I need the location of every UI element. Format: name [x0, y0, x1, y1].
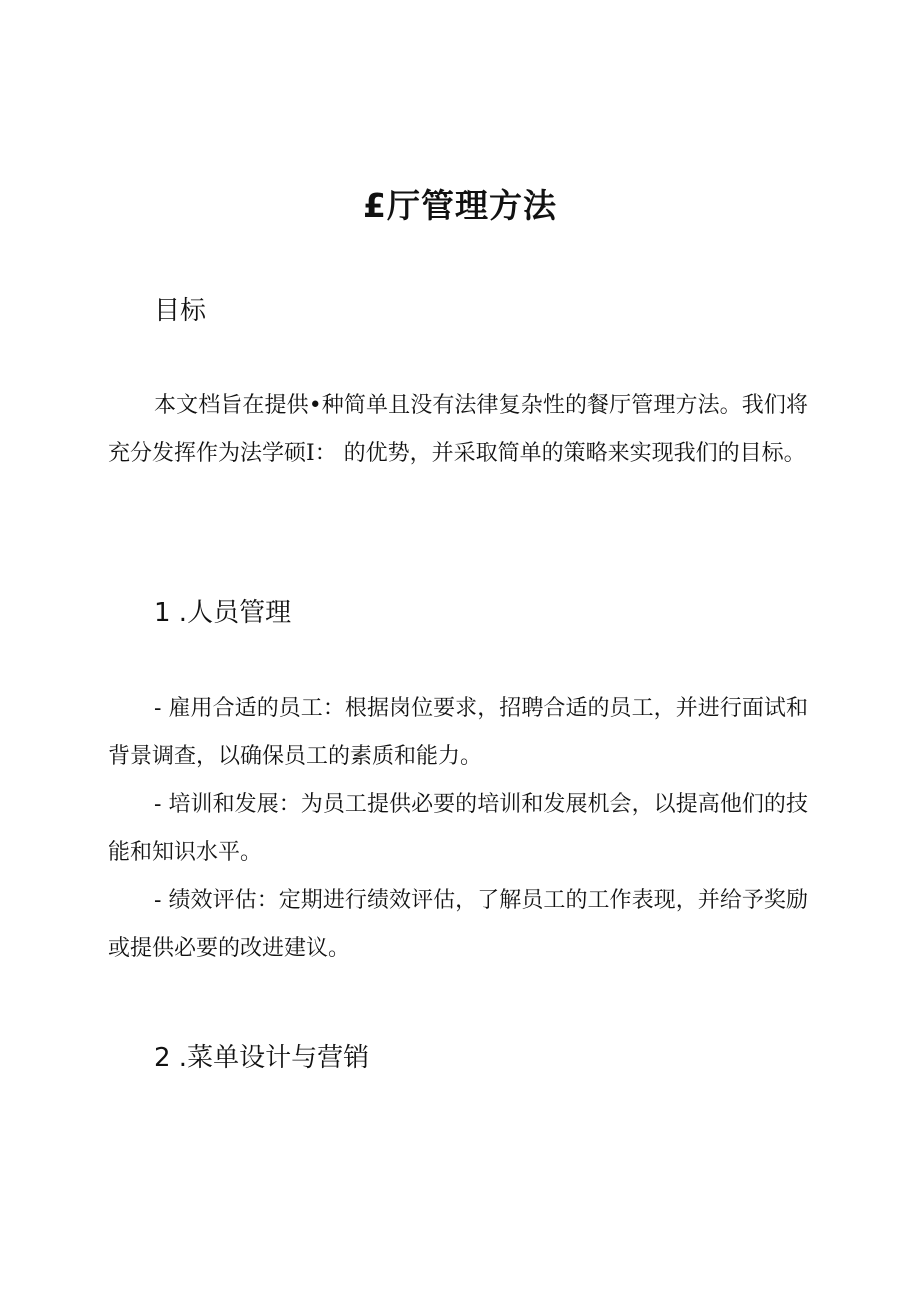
section-heading-menu: 2 .菜单设计与营销 — [154, 1043, 370, 1073]
intro-paragraph: 本文档旨在提供•种简单且没有法律复杂性的餐厅管理方法。我们将充分发挥作为法学硕I： 的优势，并采取简单的策略来实现我们的目标。 — [108, 393, 808, 466]
section-heading-staff: 1 .人员管理 — [154, 598, 292, 628]
list-item: - 绩效评估：定期进行绩效评估，了解员工的工作表现，并给予奖励或提供必要的改进建议。 — [108, 888, 808, 961]
section-heading-goal: 目标 — [154, 296, 207, 326]
list-item: - 雇用合适的员工：根据岗位要求，招聘合适的员工，并进行面试和背景调查，以确保员工的素质和能力。 — [108, 696, 808, 769]
list-item: - 培训和发展：为员工提供必要的培训和发展机会，以提高他们的技能和知识水平。 — [108, 792, 808, 865]
document-title: £厅管理方法 — [363, 186, 557, 225]
